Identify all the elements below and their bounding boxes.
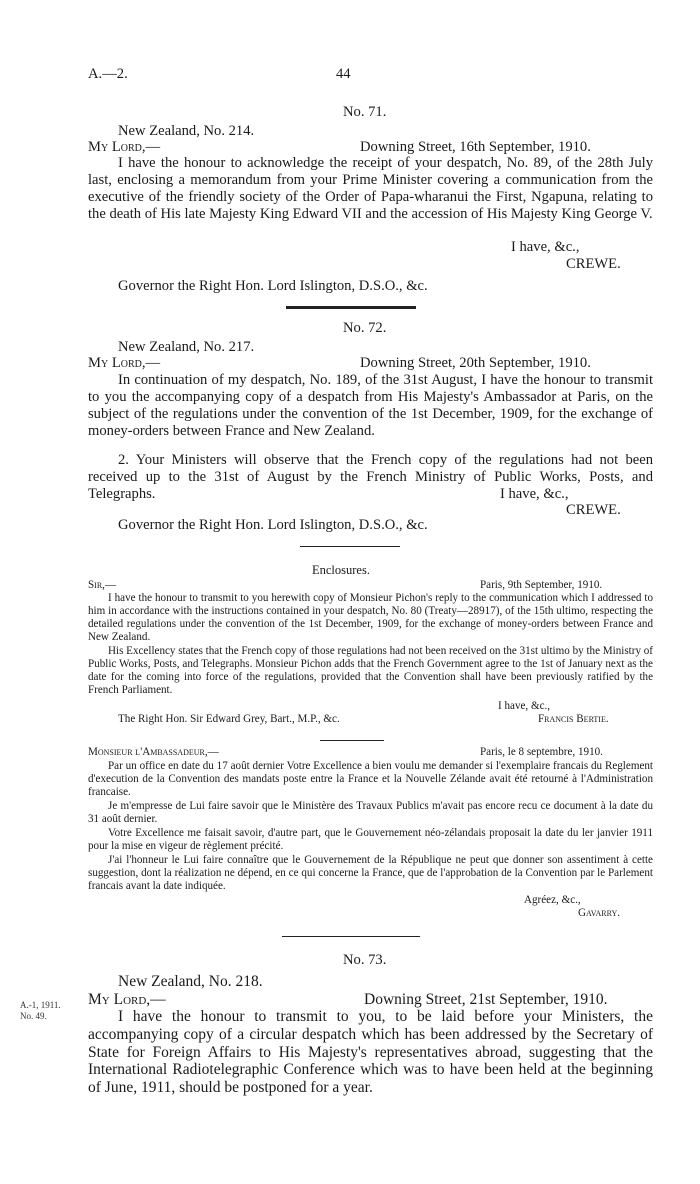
enclosure-1-para2: His Excellency states that the French copy of those regulations had not been received on the 31st ultimo by the Ministry of Public Works, Posts, and Telegraphs. Monsieur Pichon adds that the French Government agree to the 1st of January next as the date for the coming into force of the regulations, provided that the Convention shall have been previously ratified by the French Parliament. xyxy=(88,645,654,696)
despatch-71-closing: I have, &c., xyxy=(511,239,580,255)
margin-note-line2: No. 49. xyxy=(20,1011,47,1021)
despatch-72-salutation: My Lord,— xyxy=(88,355,161,371)
enclosure-1-para1: I have the honour to transmit to you herewith copy of Monsieur Pichon's reply to the communication which I addressed to him in accordance with the instructions contained in your despatch, No. 80 (Treaty—28917), of the 15th ultimo, respecting the detailed regulations under the convention of the 1st December, 1909, for the exchange of money-orders between France and New Zealand. xyxy=(88,592,653,643)
enclosure-1-signature: Francis Bertie. xyxy=(538,713,609,725)
enclosure-1-addressee: The Right Hon. Sir Edward Grey, Bart., M.P., &c. xyxy=(118,713,340,725)
enclosure-2-para4: J'ai l'honneur le Lui faire connaître que le Gouvernement de la République ne peut que donner son assentiment à cette suggestion, dont la réalization ne dépend, en ce qui concerne la France, que de l'approbation de la Convention par le Parlement francais avant la date indiquée. xyxy=(88,854,653,892)
despatch-73-place-date: Downing Street, 21st September, 1910. xyxy=(364,991,608,1008)
despatch-73-body: I have the honour to transmit to you, to be laid before your Ministers, the accompanying copy of a circular despatch which has been addressed by the Secretary of State for Foreign Affairs to His Majesty's representatives abroad, suggesting that the International Radiotelegraphic Conference which was to have been held at the beginning of June, 1911, should be postponed for a year. xyxy=(88,1008,653,1097)
enclosures-heading: Enclosures. xyxy=(312,563,370,577)
enclosure-1-salutation: Sir,— xyxy=(88,579,117,591)
enclosure-2-para3: Votre Excellence me faisait savoir, d'autre part, que le Gouvernement néo-zélandais proposait la date du ler janvier 1911 pour la mise en vigeur de règlement précité. xyxy=(88,827,653,852)
despatch-72-signature: CREWE. xyxy=(566,502,621,518)
enclosure-2-salutation: Monsieur l'Ambassadeur,— xyxy=(88,746,219,758)
despatch-72-addressee: Governor the Right Hon. Lord Islington, D.S.O., &c. xyxy=(118,517,428,533)
despatch-72-place-date: Downing Street, 20th September, 1910. xyxy=(360,355,591,371)
despatch-71-ref: New Zealand, No. 214. xyxy=(118,123,255,139)
enclosure-2-para1: Par un office en date du 17 août dernier Votre Excellence a bien voulu me demander si l'exemplaire francais du Reglement d'execution de la Convention des mandats poste entre la France et la Nouvelle Zélande avait été retourné à l'Administration francaise. xyxy=(88,760,653,798)
header-page-number: 44 xyxy=(336,66,351,82)
despatch-71-place-date: Downing Street, 16th September, 1910. xyxy=(360,139,591,155)
despatch-72-ref: New Zealand, No. 217. xyxy=(118,339,255,355)
enclosure-rule xyxy=(320,740,384,741)
despatch-71-salutation: My Lord,— xyxy=(88,139,161,155)
enclosure-2-para2: Je m'empresse de Lui faire savoir que le Ministère des Travaux Publics m'avait pas encore recu ce document à la date du 31 août dernier. xyxy=(88,800,653,825)
enclosure-2-place-date: Paris, le 8 septembre, 1910. xyxy=(480,746,603,758)
enclosure-1-place-date: Paris, 9th September, 1910. xyxy=(480,579,603,591)
enclosure-2-signature: Gavarry. xyxy=(578,907,621,919)
despatch-71-heading: No. 71. xyxy=(343,104,387,120)
section-rule xyxy=(282,936,420,937)
despatch-73-salutation: My Lord,— xyxy=(88,991,166,1008)
despatch-71-signature: CREWE. xyxy=(566,256,621,272)
despatch-72-para1: In continuation of my despatch, No. 189, of the 31st August, I have the honour to transmit to you the accompanying copy of a despatch from His Majesty's Ambassador at Paris, on the subject of the regulations under the convention of the 1st December, 1909, for the exchange of money-orders between France and New Zealand. xyxy=(88,372,653,439)
enclosure-2-closing: Agréez, &c., xyxy=(524,894,581,906)
despatch-72-heading: No. 72. xyxy=(343,320,387,336)
margin-note-line1: A.-1, 1911. xyxy=(20,1000,61,1010)
despatch-73-ref: New Zealand, No. 218. xyxy=(118,973,263,990)
despatch-71-body: I have the honour to acknowledge the receipt of your despatch, No. 89, of the 28th July last, enclosing a memorandum from your Prime Minister covering a communication from the executive of the friendly society of the Order of Papa-wharanui the First, Ngapuna, relating to the death of His late Majesty King Edward VII and the accession of His Majesty King George V. xyxy=(88,155,653,222)
header-doc-ref: A.—2. xyxy=(88,66,128,82)
despatch-73-heading: No. 73. xyxy=(343,952,387,968)
section-rule xyxy=(286,306,416,309)
despatch-72-para2: 2. Your Ministers will observe that the French copy of the regulations had not been received up to the 31st of August by the French Ministry of Public Works, Posts, and Telegraphs. xyxy=(88,452,653,502)
despatch-71-addressee: Governor the Right Hon. Lord Islington, D.S.O., &c. xyxy=(118,278,428,294)
section-rule xyxy=(300,546,400,547)
despatch-72-closing: I have, &c., xyxy=(500,486,569,502)
enclosure-1-closing: I have, &c., xyxy=(498,700,551,712)
